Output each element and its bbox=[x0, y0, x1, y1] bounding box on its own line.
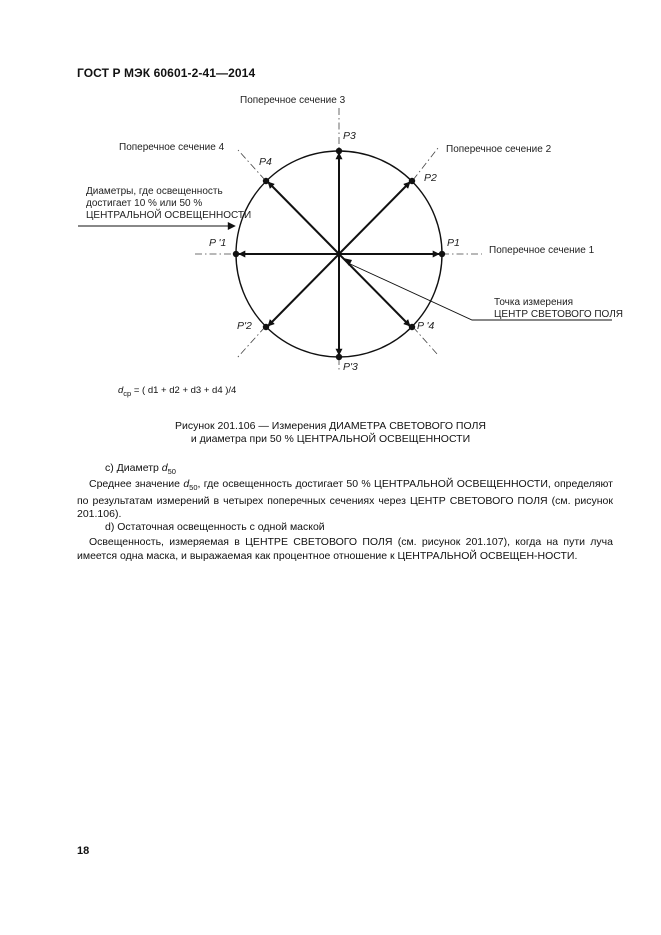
section-c-paragraph: Среднее значение $d_{50}$, где освещенность достигает 50 % ЦЕНТРАЛЬНОЙ ОСВЕЩЕННОСТИ, определяют по результатам измерений в четырех поперечных сечениях через ЦЕНТР СВЕТОВОГО ПОЛЯ (см. рисунок 201.106). bbox=[77, 478, 613, 521]
cross-section-3-label: Поперечное сечение 3 bbox=[240, 95, 346, 106]
point-p3-label: P3 bbox=[343, 130, 356, 142]
cross-section-2-label: Поперечное сечение 2 bbox=[446, 144, 552, 155]
measure-point-line2: ЦЕНТР СВЕТОВОГО ПОЛЯ bbox=[494, 309, 624, 320]
point-p1-prime-label: P '1 bbox=[209, 237, 227, 249]
document-header: ГОСТ Р МЭК 60601-2-41—2014 bbox=[77, 66, 256, 80]
point-p4-label: P4 bbox=[259, 156, 272, 168]
figure-caption-line2: и диаметра при 50 % ЦЕНТРАЛЬНОЙ ОСВЕЩЕННОСТИ bbox=[190, 433, 471, 445]
section-d-paragraph: Освещенность, измеряемая в ЦЕНТРЕ СВЕТОВОГО ПОЛЯ (см. рисунок 201.107), когда на пути луча имеется одна маска, и выражаемая как процентное отношение к ЦЕНТРАЛЬНОЙ ОСВЕЩЕН-НОСТИ. bbox=[77, 536, 613, 562]
point-p1-label: P1 bbox=[447, 237, 460, 249]
point-p4-prime-label: P '4 bbox=[417, 320, 435, 332]
page-number: 18 bbox=[77, 845, 90, 857]
figure-caption bbox=[0, 420, 661, 446]
diameter-arrows bbox=[239, 153, 439, 355]
measure-point-line1: Точка измерения bbox=[494, 297, 574, 308]
diameters-note-line2: достигает 10 % или 50 % bbox=[86, 198, 203, 209]
point-p3-prime-label: P'3 bbox=[343, 361, 358, 373]
light-field-diagram bbox=[0, 0, 661, 400]
point-p2-prime-label: P'2 bbox=[237, 320, 252, 332]
point-p2-label: P2 bbox=[424, 172, 437, 184]
section-d-heading: d) Остаточная освещенность с одной маской bbox=[105, 521, 325, 533]
cross-section-4-label: Поперечное сечение 4 bbox=[119, 142, 225, 153]
cross-section-1-label: Поперечное сечение 1 bbox=[489, 245, 595, 256]
section-c-heading: c) Диаметр $d_{50}$ bbox=[105, 462, 176, 477]
figure-caption-line1: Рисунок 201.106 — Измерения ДИАМЕТРА СВЕТОВОГО ПОЛЯ bbox=[175, 420, 486, 432]
diameters-note-line3: ЦЕНТРАЛЬНОЙ ОСВЕЩЕННОСТИ bbox=[86, 210, 252, 221]
diameters-note-line1: Диаметры, где освещенность bbox=[86, 186, 223, 197]
average-diameter-formula: $d_{ср}$ = ( d1 + d2 + d3 + d4 )/4 bbox=[118, 385, 237, 398]
